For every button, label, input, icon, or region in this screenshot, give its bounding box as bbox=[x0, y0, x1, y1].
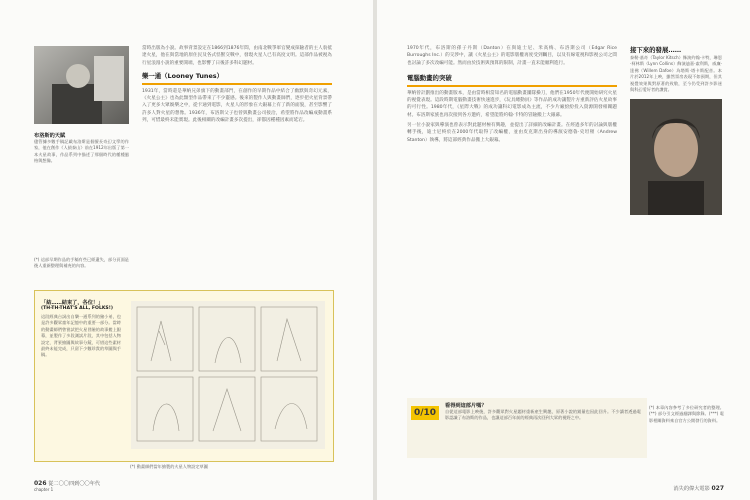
photo-caption-text: 儘管據多數手稿記載布洛斯是個擅長奇幻文學的作家，他在創作《人猿泰山》前在1912年出版了第一本火星故事，作品系列中描述了那個時代的種種風格與想像。 bbox=[34, 139, 129, 164]
right-intro-paragraph: 1970年代，布洛斯的孫子丹斯（Danton）在與迪士尼、米高梅、布洛斯公司（Edgar Rice Burroughs Inc.）的交涉中，讓《火星公主》的電影版權再度受到矚目，以及有線電視和影視公司之間也討論了多次改編可能。然而由於技術與預算的限制，計畫一直未能順利進行。 bbox=[407, 46, 617, 66]
section-heading-looney-tunes: 樂一通（Looney Tunes） bbox=[142, 71, 223, 80]
sidebar-text: 泰勒·基奇（Taylor Kitsch）飾演約翰·卡特，琳恩·柯林斯（Lynn Collins）飾演迪嘉·索利斯，威廉·達佛（Willem Dafoe）為塔斯·塔卡斯配音。本片於2012年上映，雖然票房表現不如預期，但其視覺效果與對原著的致敬，至今仍受到許多影迷與科幻愛好者的讚賞。 bbox=[630, 55, 722, 93]
sketch-caption: (*) 動畫師們當年繪製的火星人物設定草圖 bbox=[130, 464, 208, 469]
quiz-badge: 0/10 bbox=[411, 406, 439, 420]
quiz-box bbox=[407, 398, 647, 458]
chapter-label: chapter 1 bbox=[34, 487, 54, 492]
box-title: 「結……結束了，各位！」 bbox=[41, 300, 104, 306]
section-heading-cg: 電腦動畫的突破 bbox=[407, 73, 452, 82]
box-subtitle: (TH-TH-THAT'S ALL, FOLKS!) bbox=[41, 306, 113, 311]
author-photo bbox=[34, 46, 129, 124]
running-title: 從二〇〇四到〇〇年代 bbox=[48, 481, 101, 487]
right-page bbox=[377, 0, 750, 500]
intro-paragraph: 當時出版為小說。故事背景設定在1866到1876年間，由南北戰爭軍官變成探險者的主人翁抵達火星，他在與當地的原住民及各式怪獸交戰中，發現火星人已有高度文明。這部作品被視為行星浪漫小說的重要開端，也影響了日後許多科幻題材。 bbox=[142, 46, 332, 66]
quiz-title: 看得到這部片嗎？ bbox=[445, 403, 487, 409]
heading-rule bbox=[142, 83, 332, 85]
closing-paragraph: 另一位小說家與導演也曾表示對此題材極有興趣，並提出了詳細的改編計畫。在經過多年的討論與版權轉手後，迪士尼終於在2000年代取得了改編權，並由皮克斯出身的導演安德魯·史坦頓（Andrew Stanton）執導，將這部經典作品搬上大銀幕。 bbox=[407, 123, 617, 143]
quiz-text: 自從這部電影上映後，許多觀眾對火星題材重新產生興趣，原著小說的銷量也因此回升。不少讀者透過電影認識了布洛斯的作品，也讓這部百年前的經典再次回到大眾的視野之中。 bbox=[445, 409, 641, 421]
heading-rule bbox=[407, 85, 617, 87]
right-footer bbox=[673, 485, 724, 492]
sidebar-title: 接下來的發展…… bbox=[630, 46, 682, 54]
photo-caption-title: 布洛斯的天賦 bbox=[34, 133, 66, 139]
left-footer bbox=[34, 480, 100, 492]
cg-paragraph: 華納曾計劃推出的動畫版本，是由當時相當知名的電腦動畫團隊操刀，他們在1950年代便開始研究火星的視覺表現。這段時期電腦動畫技術快速進步，《玩具總動員》等作品的成功讓製片方重新評估火星故事的可行性。1980年代，《星際大戰》的成功讓科幻電影成為主流，不少片廠紛紛投入資源開發相關題材。布洛斯家族也再次接到各方邀約，希望能將約翰·卡特的冒險搬上大銀幕。 bbox=[407, 90, 617, 118]
running-title: 消失的偉大電影 bbox=[673, 486, 710, 492]
page-number: 027 bbox=[711, 485, 724, 492]
small-caption: (*) 這部早期作品的手稿有些已經遺失，部分頁面是後人重新整理與補充的內容。 bbox=[34, 256, 129, 269]
left-page bbox=[0, 0, 373, 500]
info-box bbox=[34, 290, 334, 462]
footnotes: (*) 本章內容參考了多位研究者的整理。(**) 部分引文經過翻譯與節錄。(***) 電影相關資料來自官方公開發行的資料。 bbox=[649, 405, 724, 423]
sketch-grid bbox=[131, 301, 325, 449]
actor-photo bbox=[630, 99, 722, 215]
box-text: 這段經典台詞出自樂一通系列的豬小弟，也是許多觀眾童年記憶中的重要一部分。當時的動畫師們曾嘗試把火星冒險的故事搬上銀幕，並製作了多段測試片段，其中包括人物設定、背景繪圖與故事分鏡，可惜這些素材最終未能完成，只留下少數珍貴的草圖與手稿。 bbox=[41, 314, 121, 358]
looney-tunes-paragraph: 1931年，當時還是華納兄弟旗下的動畫部門，在創作的早期作品中結合了幽默與奇幻元素，《火星公主》也為此類型作品帶來了不少靈感。後來的製作人與動畫師們，逐步把火星背景帶入了更多大眾娛樂之中，從卡通到電影，火星人的形象在大銀幕上有了新的面貌，甚至影響了許多人對火星的想像。1936年，布洛斯父子也曾與動畫公司接洽，希望將作品改編成動畫系列，可惜最終未能實現。此後相關的改編計畫多次提出，卻都因種種因素而延宕。 bbox=[142, 88, 332, 124]
page-number: 026 bbox=[34, 480, 47, 487]
